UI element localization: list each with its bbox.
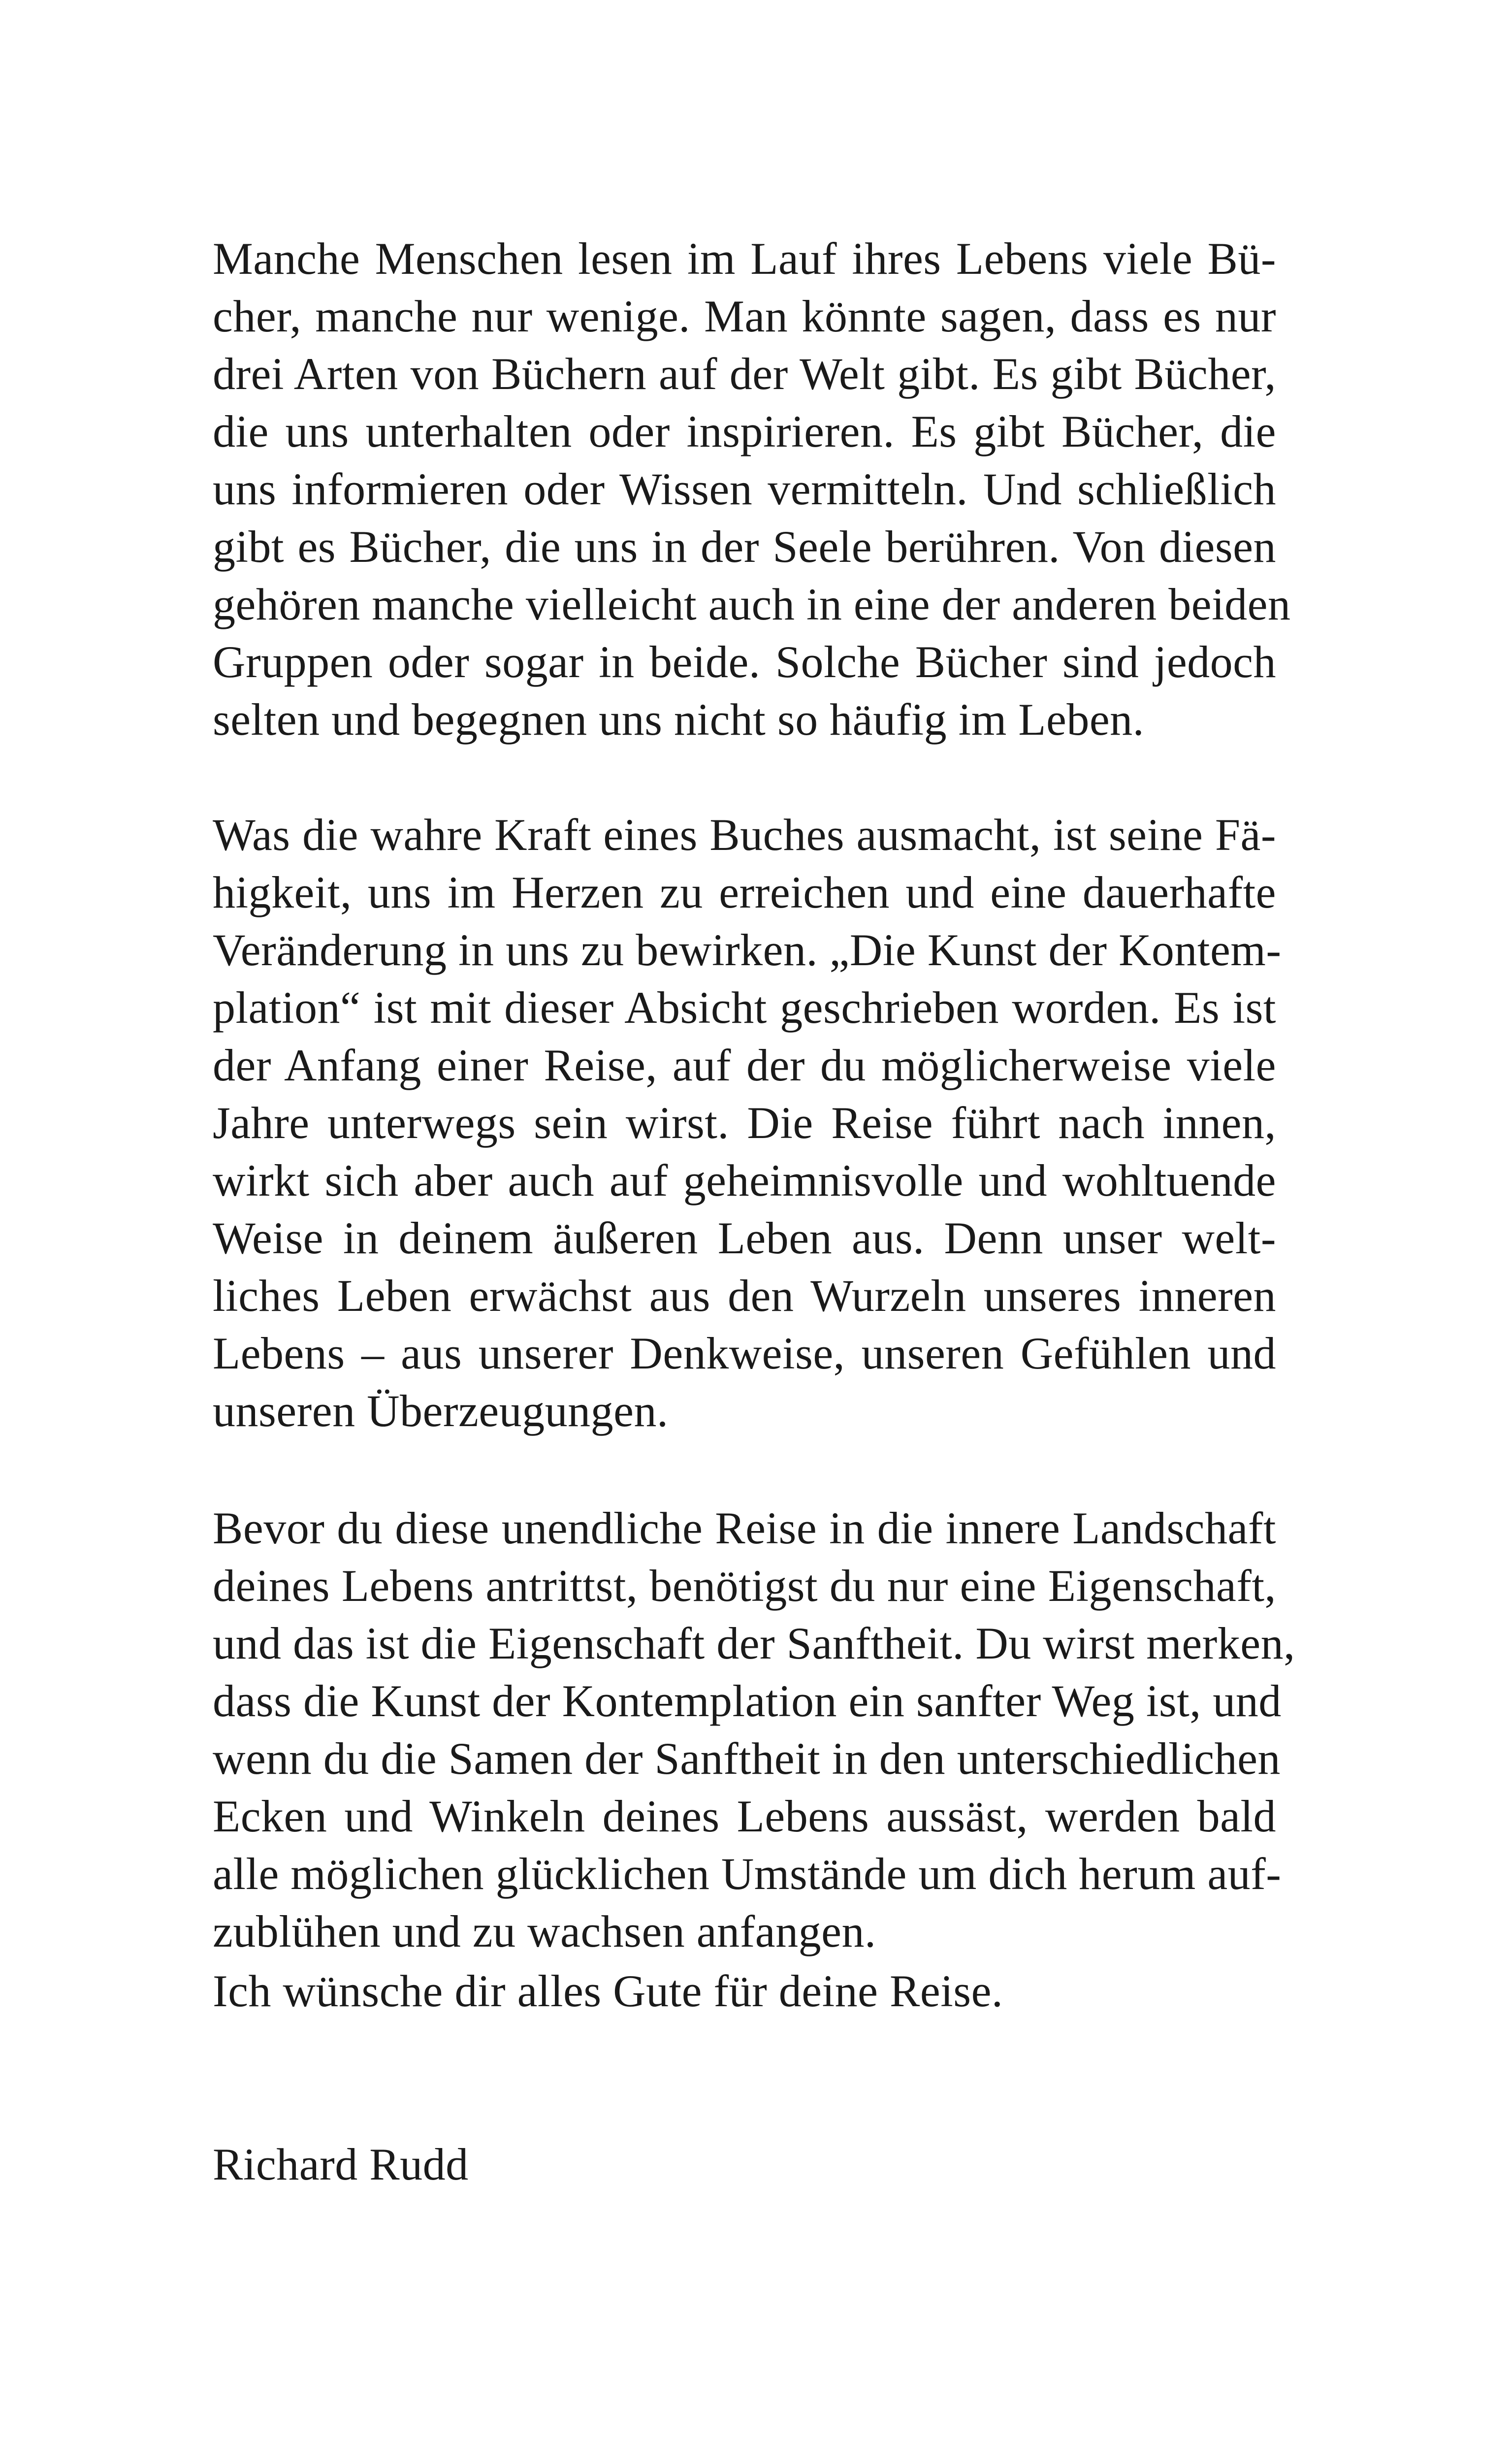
paragraph-line: Ecken und Winkeln deines Lebens aussäst, werden bald [213,1791,1276,1841]
paragraph-line: drei Arten von Büchern auf der Welt gibt. Es gibt Bücher, [213,349,1276,399]
paragraph-line: Manche Menschen lesen im Lauf ihres Lebens viele Bü- [213,233,1276,284]
paragraph-line: Jahre unterwegs sein wirst. Die Reise führt nach innen, [213,1098,1276,1148]
closing-greeting [213,1962,1276,2020]
paragraph-line: alle möglichen glücklichen Umstände um dich herum auf- [213,1849,1282,1899]
paragraph-1 [213,230,1291,749]
paragraph-line: Lebens – aus unserer Denkweise, unseren Gefühlen und [213,1328,1276,1378]
paragraph-line: higkeit, uns im Herzen zu erreichen und eine dauerhafte [213,867,1276,917]
paragraph-3 [213,1499,1295,1960]
paragraph-line: wenn du die Samen der Sanftheit in den unterschiedlichen [213,1733,1281,1784]
paragraph-line: deines Lebens antrittst, benötigst du nur eine Eigenschaft, [213,1561,1276,1611]
author-signature [213,2136,1276,2193]
paragraph-line: uns informieren oder Wissen vermitteln. Und schließlich [213,464,1276,514]
paragraph-line: und das ist die Eigenschaft der Sanftheit. Du wirst merken, [213,1618,1295,1668]
paragraph-line: Veränderung in uns zu bewirken. „Die Kunst der Kontem- [213,925,1282,975]
paragraph-line: die uns unterhalten oder inspirieren. Es gibt Bücher, die [213,406,1276,456]
paragraph-line: wirkt sich aber auch auf geheimnisvolle und wohltuende [213,1155,1276,1205]
paragraph-line: liches Leben erwächst aus den Wurzeln unseres inneren [213,1270,1276,1321]
paragraph-line: der Anfang einer Reise, auf der du möglicherweise viele [213,1040,1276,1090]
paragraph-line: Weise in deinem äußeren Leben aus. Denn unser welt- [213,1213,1276,1263]
paragraph-line: selten und begegnen uns nicht so häufig im Leben. [213,694,1145,745]
paragraph-line: plation“ ist mit dieser Absicht geschrieben worden. Es ist [213,982,1276,1033]
signature-text: Richard Rudd [213,2139,469,2189]
paragraph-line: zublühen und zu wachsen anfangen. [213,1906,876,1956]
paragraph-line: Was die wahre Kraft eines Buches ausmacht, ist seine Fä- [213,810,1276,860]
paragraph-2 [213,806,1282,1440]
paragraph-line: Bevor du diese unendliche Reise in die innere Landschaft [213,1503,1276,1553]
paragraph-line: gibt es Bücher, die uns in der Seele berühren. Von diesen [213,521,1276,572]
paragraph-line: unseren Überzeugungen. [213,1386,669,1436]
greeting-text: Ich wünsche dir alles Gute für deine Reise. [213,1966,1003,2016]
paragraph-line: Gruppen oder sogar in beide. Solche Bücher sind jedoch [213,637,1276,687]
paragraph-line: dass die Kunst der Kontemplation ein sanfter Weg ist, und [213,1676,1282,1726]
paragraph-line: gehören manche vielleicht auch in eine der anderen beiden [213,579,1291,629]
paragraph-line: cher, manche nur wenige. Man könnte sagen, dass es nur [213,291,1276,341]
